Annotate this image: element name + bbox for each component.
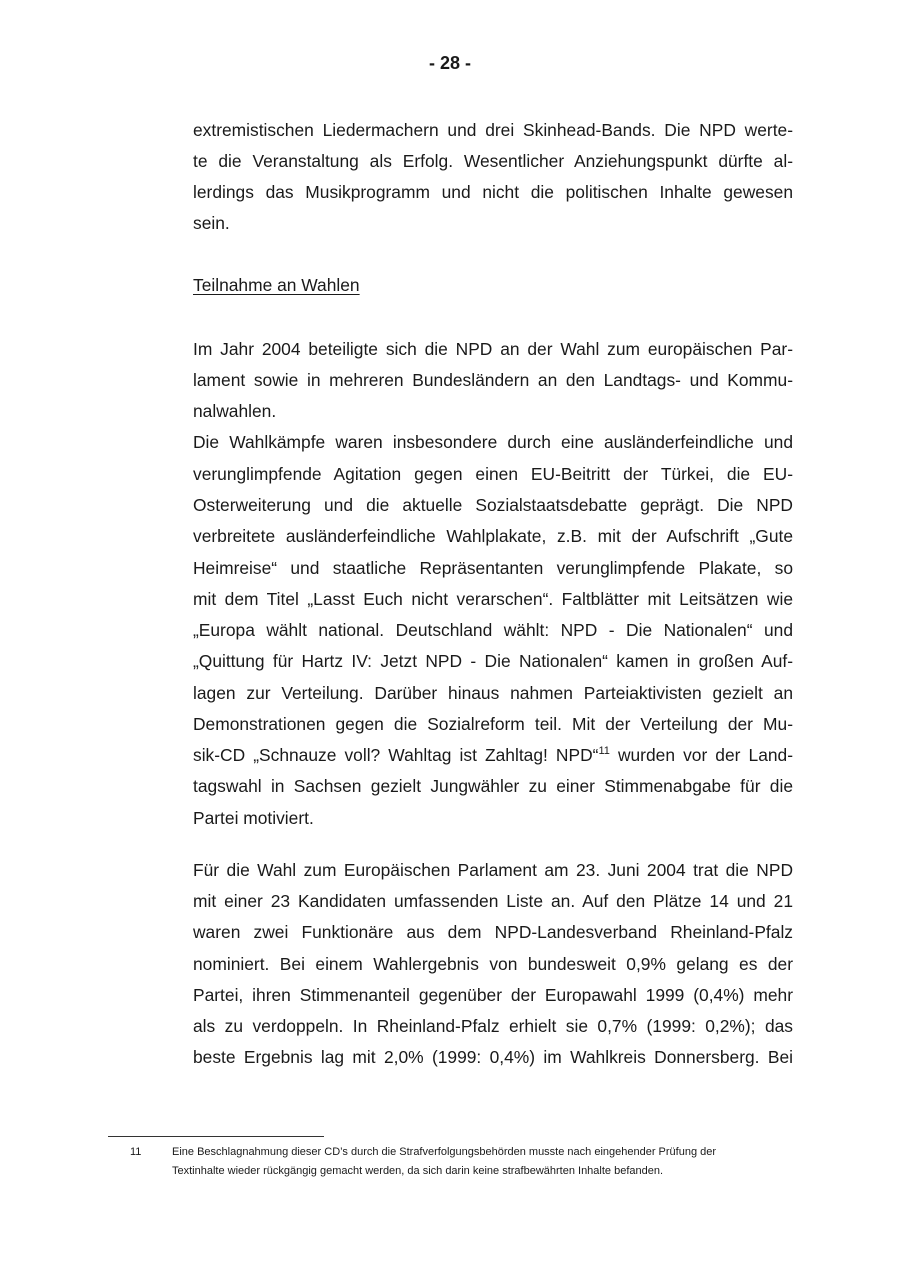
body-text-line: lament sowie in mehreren Bundesländern an den Landtags- und Kommu- [193, 370, 793, 390]
body-text-line: Die Wahlkämpfe waren insbesondere durch eine ausländerfeindliche und [193, 432, 793, 452]
footnote-separator [108, 1136, 324, 1137]
body-text-line: te die Veranstaltung als Erfolg. Wesentlicher Anziehungspunkt dürfte al- [193, 151, 793, 171]
body-text-line: Im Jahr 2004 beteiligte sich die NPD an der Wahl zum europäischen Par- [193, 339, 793, 359]
body-text-line: „Quittung für Hartz IV: Jetzt NPD - Die Nationalen“ kamen in großen Auf- [193, 651, 793, 671]
body-text-line: sein. [193, 213, 230, 233]
body-text-line: Demonstrationen gegen die Sozialreform teil. Mit der Verteilung der Mu- [193, 714, 793, 734]
body-text-line [193, 743, 793, 767]
body-text-line: tagswahl in Sachsen gezielt Jungwähler zu einer Stimmenabgabe für die [193, 776, 793, 796]
body-text-line: lagen zur Verteilung. Darüber hinaus nahmen Parteiaktivisten gezielt an [193, 683, 793, 703]
body-text-line: mit dem Titel „Lasst Euch nicht verarschen“. Faltblätter mit Leitsätzen wie [193, 589, 793, 609]
body-text-line: Für die Wahl zum Europäischen Parlament am 23. Juni 2004 trat die NPD [193, 860, 793, 880]
body-text-line: verbreitete ausländerfeindliche Wahlplakate, z.B. mit der Aufschrift „Gute [193, 526, 793, 546]
body-text-line: „Europa wählt national. Deutschland wählt: NPD - Die Nationalen“ und [193, 620, 793, 640]
body-text-line: Heimreise“ und staatliche Repräsentanten verunglimpfende Plakate, so [193, 558, 793, 578]
body-text-span: wurden vor der Land- [609, 745, 794, 765]
section-heading: Teilnahme an Wahlen [193, 275, 360, 295]
body-text-line: Partei, ihren Stimmenanteil gegenüber der Europawahl 1999 (0,4%) mehr [193, 985, 793, 1005]
body-text-span: sik-CD „Schnauze voll? Wahltag ist Zahltag! NPD“ [193, 745, 599, 765]
body-text-line: waren zwei Funktionäre aus dem NPD-Landesverband Rheinland-Pfalz [193, 922, 793, 942]
page-number: - 28 - [428, 53, 471, 73]
body-text-line: Osterweiterung und die aktuelle Sozialstaatsdebatte geprägt. Die NPD [193, 495, 793, 515]
body-text-line: beste Ergebnis lag mit 2,0% (1999: 0,4%) im Wahlkreis Donnersberg. Bei [193, 1047, 793, 1067]
body-text-line: nominiert. Bei einem Wahlergebnis von bundesweit 0,9% gelang es der [193, 954, 793, 974]
footnote-text-line: Textinhalte wieder rückgängig gemacht werden, da sich darin keine strafbewährten Inhalte befanden. [172, 1165, 664, 1177]
footnote-reference: 11 [598, 745, 610, 757]
body-text-line: Partei motiviert. [193, 808, 314, 828]
footnote-number: 11 [130, 1146, 142, 1158]
body-text-line: extremistischen Liedermachern und drei Skinhead-Bands. Die NPD werte- [193, 120, 793, 140]
body-text-line: nalwahlen. [193, 401, 277, 421]
footnote-text-line: Eine Beschlagnahmung dieser CD’s durch die Strafverfolgungsbehörden musste nach eingehender Prüfung der [172, 1146, 717, 1158]
body-text-line: verunglimpfende Agitation gegen einen EU-Beitritt der Türkei, die EU- [193, 464, 793, 484]
body-text-line: lerdings das Musikprogramm und nicht die politischen Inhalte gewesen [193, 182, 793, 202]
body-text-line: als zu verdoppeln. In Rheinland-Pfalz erhielt sie 0,7% (1999: 0,2%); das [193, 1016, 793, 1036]
body-text-line: mit einer 23 Kandidaten umfassenden Liste an. Auf den Plätze 14 und 21 [193, 891, 793, 911]
